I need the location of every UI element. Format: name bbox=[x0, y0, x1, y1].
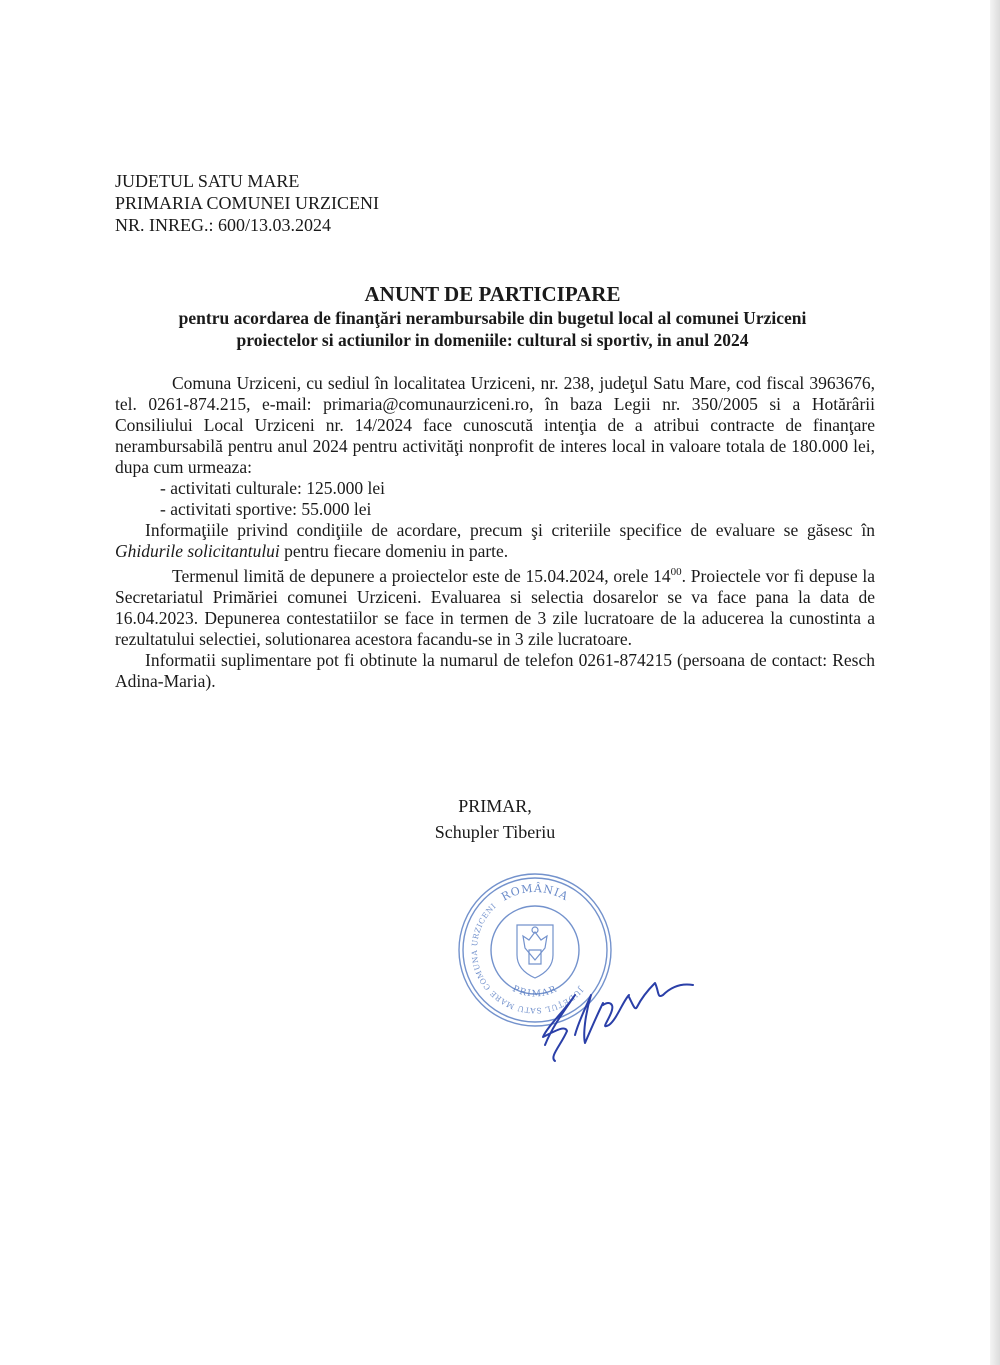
deadline-text-end: . Proiectele vor fi depuse la Secretariatul Primăriei comunei Urziceni. Evaluarea si selectia dosarelor se va face pana la data de 16.04.2023. Depunerea contestatiilor se face in termen de 3 zile lucratoare de la aducerea la cunostinta a rezultatului selectiei, solutionarea acestora facandu-se in 3 zile lucratoare. bbox=[115, 565, 875, 649]
page-edge-shadow bbox=[990, 0, 1000, 1365]
signer-role: PRIMAR, bbox=[458, 796, 532, 816]
guide-title: Ghidurile solicitantului bbox=[115, 541, 280, 561]
document-header bbox=[115, 170, 379, 236]
office-line: PRIMARIA COMUNEI URZICENI bbox=[115, 193, 380, 213]
contact-paragraph: Informatii suplimentare pot fi obtinute la numarul de telefon 0261-874215 (persoana de contact: Resch Adina-Maria). bbox=[115, 649, 875, 691]
document-title: ANUNT DE PARTICIPARE bbox=[364, 282, 621, 306]
stamp-ring-text: JUDEŢUL SATU MARE COMUNA URZICENI bbox=[469, 901, 585, 1016]
svg-text:ROMÂNIA bbox=[499, 881, 571, 904]
signer-name: Schupler Tiberiu bbox=[434, 822, 556, 842]
document-body bbox=[115, 373, 875, 692]
county-line: JUDETUL SATU MARE bbox=[115, 171, 300, 191]
deadline-minutes: 00 bbox=[670, 566, 682, 578]
intro-paragraph: Comuna Urziceni, cu sediul în localitatea Urziceni, nr. 238, judeţul Satu Mare, cod fiscal 3963676, tel. 0261-874.215, e-mail: primaria@comunaurziceni.ro, în baza Legii nr. 350/2005 si a Hotărârii Consiliului Local Urziceni nr. 14/2024 face cunoscută intenţia de a atribui contracte de finanţare nerambursabilă pentru anul 2024 pentru activităţi nonprofit de interes local in valoare totala de 180.000 lei, dupa cum urmeaza: bbox=[115, 373, 875, 477]
info-paragraph bbox=[115, 520, 875, 562]
document-subtitle: pentru acordarea de finanţări nerambursabile din bugetul local al comunei Urziceni proiectelor si actiunilor in domeniile: cultural si sportiv, in anul 2024 bbox=[178, 308, 807, 350]
list-item-cultural: - activitati culturale: 125.000 lei bbox=[160, 478, 385, 498]
handwritten-signature bbox=[525, 965, 705, 1065]
deadline-paragraph bbox=[115, 562, 875, 650]
deadline-text-start: Termenul limită de depunere a proiectelor este de 15.04.2024, orele 14 bbox=[172, 565, 671, 586]
info-text-start: Informaţiile privind condiţiile de acordare, precum şi criteriile specifice de evaluare se găsesc în bbox=[145, 520, 875, 540]
list-item-sport: - activitati sportive: 55.000 lei bbox=[160, 499, 372, 519]
signer-block bbox=[395, 793, 595, 845]
stamp-country-text: ROMÂNIA bbox=[499, 881, 571, 904]
stamp-role-text: PRIMAR bbox=[510, 984, 560, 1000]
registration-line: NR. INREG.: 600/13.03.2024 bbox=[115, 215, 331, 235]
info-text-end: pentru fiecare domeniu in parte. bbox=[279, 541, 509, 561]
